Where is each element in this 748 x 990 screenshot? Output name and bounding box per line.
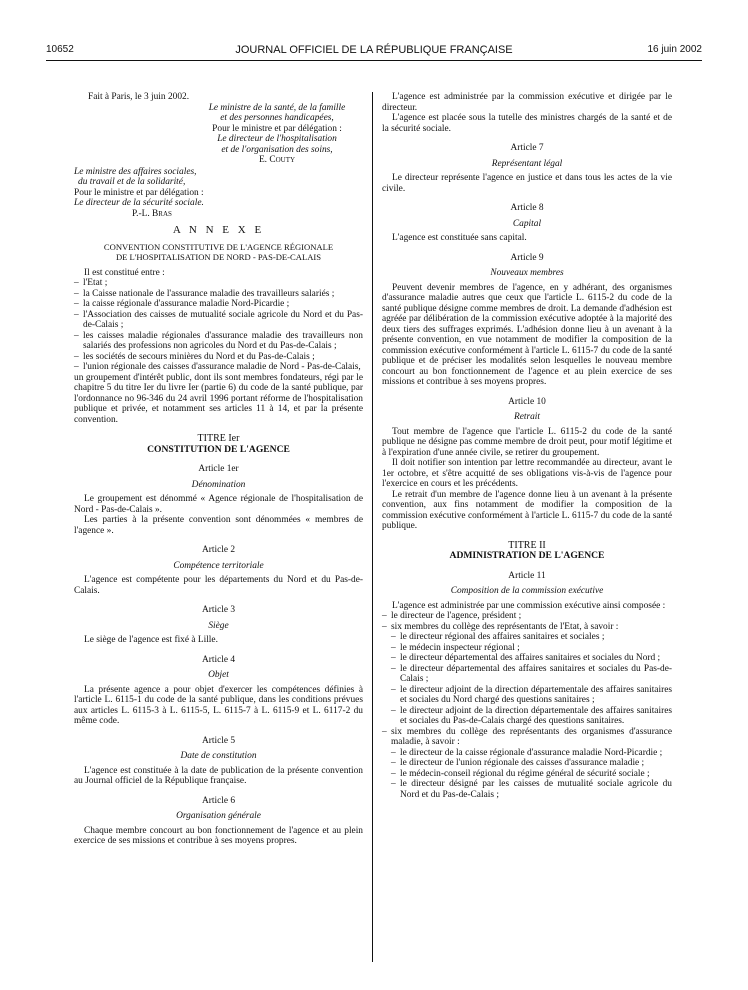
article-heading: Retrait xyxy=(513,412,541,422)
article-number: Article 6 xyxy=(201,795,236,806)
article-paragraph: L'agence est administrée par la commission exécutive et dirigée par le directeur. xyxy=(382,92,672,113)
signature-line: Le directeur de l'hospitalisation xyxy=(217,134,337,144)
article-paragraph: L'agence est placée sous la tutelle des ministres chargés de la santé et de la sécurité sociale. xyxy=(382,113,672,134)
list-item: – l'Etat ; xyxy=(74,278,363,289)
article-heading: Capital xyxy=(512,218,542,229)
article-paragraph: L'agence est constituée sans capital. xyxy=(392,233,527,243)
article-number: Article 3 xyxy=(201,605,236,615)
titre-heading: TITRE Ier xyxy=(197,433,240,444)
article-heading: Composition de la commission exécutive xyxy=(450,586,604,596)
list-item: – le directeur régional des affaires sanitaires et sociales ; xyxy=(382,632,672,643)
article-9 xyxy=(382,253,672,388)
signatory-name: P.-L. Bras xyxy=(132,208,172,219)
groupement-paragraph: un groupement d'intérêt public, dont ils sont membres fondateurs, régi par le chapitre 5 du titre Ier du livre Ier (partie 6) du code de la santé publique, par l'ordonnance no 96-346 du 24 avril 1996 portant réforme de l'hospitalisation publique et privée, et notamment ses articles 11 à 14, et par la présente convention. xyxy=(74,372,363,425)
list-item: – le médecin-conseil régional du régime général de sécurité sociale ; xyxy=(382,769,672,780)
titre-subtitle: CONSTITUTION DE L'AGENCE xyxy=(147,443,290,455)
article-paragraph: Le directeur représente l'agence en justice et dans tous les actes de la vie civile. xyxy=(382,173,672,194)
column-divider xyxy=(372,92,373,962)
article-1 xyxy=(74,464,363,536)
article-number: Article 2 xyxy=(201,545,236,555)
article-paragraph: L'agence est constituée à la date de publication de la présente convention au Journal officiel de la République française. xyxy=(74,765,363,786)
commission-composition-list xyxy=(382,611,672,800)
list-item: – l'Association des caisses de mutualité sociale agricole du Nord et du Pas-de-Calais ; xyxy=(74,310,363,331)
article-4 xyxy=(74,655,363,727)
list-item: – les caisses maladie régionales d'assurance maladie des travailleurs non salariés des professions non agricoles du Nord et du Pas-de-Calais ; xyxy=(74,331,363,352)
list-item: – la Caisse nationale de l'assurance maladie des travailleurs salariés ; xyxy=(74,289,363,300)
signature-line: du travail et de la solidarité, xyxy=(78,177,186,187)
signature-line: et de l'organisation des soins, xyxy=(221,144,333,155)
titre-heading: TITRE II xyxy=(508,539,546,551)
signature-block-2 xyxy=(74,167,363,220)
article-heading: Objet xyxy=(208,670,229,680)
article-number: Article 5 xyxy=(201,735,236,746)
list-item: – six membres du collège des représentants de l'Etat, à savoir : xyxy=(382,622,672,633)
list-item: – le directeur départemental des affaires sanitaires et sociales du Nord ; xyxy=(382,653,672,664)
signature-line: Pour le ministre et par délégation : xyxy=(74,187,204,198)
article-number: Article 11 xyxy=(508,570,546,581)
list-item: – six membres du collège des représentants des organismes d'assurance maladie, à savoir : xyxy=(382,727,672,748)
titre-subtitle: ADMINISTRATION DE L'AGENCE xyxy=(449,550,605,561)
article-5 xyxy=(74,736,363,787)
signature-line: Pour le ministre et par délégation : xyxy=(212,123,342,134)
article-number: Article 7 xyxy=(510,143,544,153)
journal-title: JOURNAL OFFICIEL DE LA RÉPUBLIQUE FRANÇAISE xyxy=(235,44,513,56)
list-item: – le directeur adjoint de la direction départementale des affaires sanitaires et sociales du Nord chargé des questions sanitaires ; xyxy=(382,685,672,706)
list-item: – le directeur de l'agence, président ; xyxy=(382,611,672,622)
article-paragraph: Le retrait d'un membre de l'agence donne lieu à un avenant à la présente convention, aux fins notamment de modifier la composition de la commission exécutive conformément à l'article L. 6115-7 du code de la santé publique. xyxy=(382,489,672,531)
article-number: Article 9 xyxy=(510,252,544,263)
article-paragraph: L'agence est compétente pour les départements du Nord et du Pas-de-Calais. xyxy=(74,575,363,596)
article-paragraph: Le siège de l'agence est fixé à Lille. xyxy=(84,635,218,645)
header-rule xyxy=(46,60,702,61)
list-item: – le directeur de la caisse régionale d'assurance maladie Nord-Picardie ; xyxy=(382,748,672,759)
list-item: – la caisse régionale d'assurance maladie Nord-Picardie ; xyxy=(74,299,363,310)
article-number: Article 8 xyxy=(510,203,544,213)
list-item: – le directeur départemental des affaires sanitaires et sociales du Pas-de-Calais ; xyxy=(382,664,672,685)
article-3 xyxy=(74,605,363,646)
article-heading: Dénomination xyxy=(191,479,246,490)
signature-line: Le ministre de la santé, de la famille xyxy=(208,102,346,113)
signature-line: et des personnes handicapées, xyxy=(220,113,334,123)
founding-members-list xyxy=(74,278,363,373)
article-number: Article 4 xyxy=(201,654,236,665)
article-paragraph: Il doit notifier son intention par lettre recommandée au directeur, avant le 1er octobre, et s'être acquitté de ses obligations vis-à-vis de l'agence pour l'exercice en cours et les précédents. xyxy=(382,458,672,489)
list-item: – le directeur désigné par les caisses de mutualité sociale agricole du Nord et du Pas-de-Calais ; xyxy=(382,779,672,800)
article-number: Article 1er xyxy=(198,464,239,474)
signature-block-1 xyxy=(74,103,363,166)
article-paragraph: Le groupement est dénommé « Agence régionale de l'hospitalisation de Nord - Pas-de-Calais ». xyxy=(74,494,363,515)
article-paragraph: Tout membre de l'agence que l'article L. 6115-2 du code de la santé publique ne désigne pas comme membre de droit peut, pour motif légitime et à l'expiration d'une année civile, se retirer du groupement. xyxy=(382,426,672,458)
article-paragraph: L'agence est administrée par une commission exécutive ainsi composée : xyxy=(392,600,666,611)
article-10 xyxy=(382,397,672,532)
article-paragraph: Peuvent devenir membres de l'agence, en y adhérant, des organismes d'assurance maladie autres que ceux que l'article L. 6115-2 du code de la santé publique désigne comme membres de droit. La demande d'adhésion est agréée par délibération de la commission exécutive adoptée à la majorité des deux tiers des suffrages exprimés. L'adhésion donne lieu à un avenant à la présente convention, en vue notamment de modifier la composition de la commission exécutive conformément à l'article L. 6115-7 du code de la santé publique et de préciser les modalités selon lesquelles le nouveau membre concourt au bon fonctionnement de l'agence et au plein exercice de ses missions et contribue à ses moyens propres. xyxy=(382,282,672,387)
left-column xyxy=(74,92,363,847)
annexe-title: A N N E X E xyxy=(172,224,265,236)
list-item: – l'union régionale des caisses d'assurance maladie de Nord - Pas-de-Calais, xyxy=(74,362,363,373)
signatory-name: E. Couty xyxy=(258,155,296,165)
list-item: – les sociétés de secours minières du Nord et du Pas-de-Calais ; xyxy=(74,352,363,363)
article-heading: Siège xyxy=(208,620,229,631)
article-2 xyxy=(74,545,363,596)
convention-title-line: CONVENTION CONSTITUTIVE DE L'AGENCE RÉGIONALE xyxy=(103,241,334,252)
list-item: – le directeur adjoint de la direction départementale des affaires sanitaires et sociales du Pas-de-Calais chargé des questions sanitaires. xyxy=(382,706,672,727)
article-number: Article 10 xyxy=(508,396,546,407)
article-7 xyxy=(382,143,672,194)
signature-place-date: Fait à Paris, le 3 juin 2002. xyxy=(88,92,190,102)
article-11 xyxy=(382,571,672,801)
article-heading: Représentant légal xyxy=(491,158,563,169)
article-paragraph: Chaque membre concourt au bon fonctionnement de l'agence et au plein exercice de ses missions et contribue à ses moyens propres. xyxy=(74,825,363,846)
signature-line: Le directeur de la sécurité sociale. xyxy=(74,198,204,208)
article-heading: Compétence territoriale xyxy=(173,560,264,571)
page-header xyxy=(46,44,702,58)
article-heading: Nouveaux membres xyxy=(490,268,564,278)
list-item: – le directeur de l'union régionale des caisses d'assurance maladie ; xyxy=(382,758,672,769)
article-8 xyxy=(382,203,672,244)
members-intro: Il est constitué entre : xyxy=(84,267,165,278)
convention-title-line: DE L'HOSPITALISATION DE NORD - PAS-DE-CALAIS xyxy=(115,251,322,262)
right-column xyxy=(382,92,672,800)
signature-line: Le ministre des affaires sociales, xyxy=(74,166,197,177)
article-heading: Date de constitution xyxy=(180,751,257,761)
page-number: 10652 xyxy=(46,44,74,55)
article-paragraph: La présente agence a pour objet d'exercer les compétences définies à l'article L. 6115-1 du code de la santé publique, dans les conditions prévues aux articles L. 6115-3 à L. 6115-5, L. 6115-7 à L. 6115-9 et L. 6117-2 du même code. xyxy=(74,684,363,726)
list-item: – le médecin inspecteur régional ; xyxy=(382,643,672,654)
article-6 xyxy=(74,796,363,847)
issue-date: 16 juin 2002 xyxy=(647,44,702,55)
article-heading: Organisation générale xyxy=(176,811,261,821)
article-paragraph: Les parties à la présente convention sont dénommées « membres de l'agence ». xyxy=(74,515,363,536)
